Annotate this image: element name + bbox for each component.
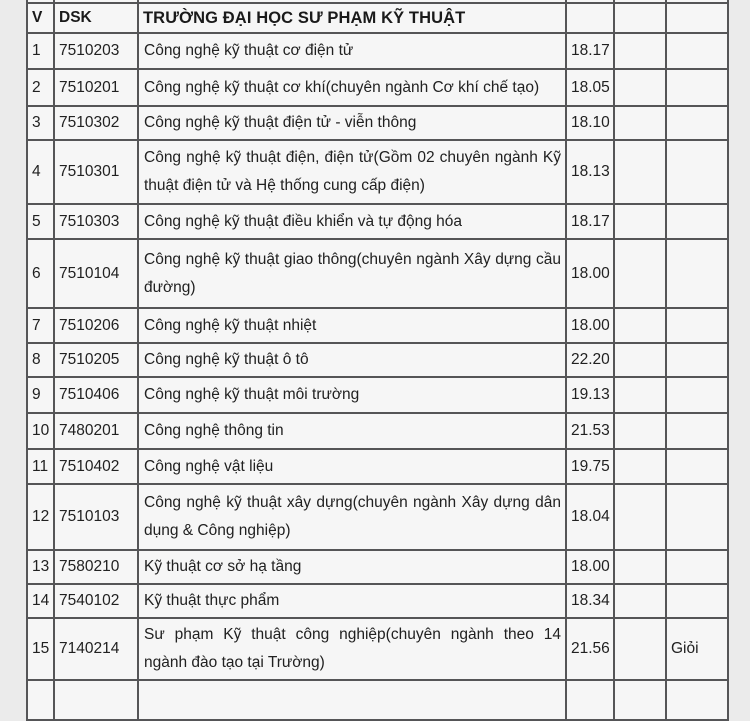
empty-cell — [614, 680, 666, 720]
score-cell: 18.00 — [566, 239, 614, 308]
major-code-cell: 7510302 — [54, 106, 138, 140]
empty-cell — [614, 308, 666, 343]
empty-cell — [138, 680, 566, 720]
empty-cell — [666, 584, 728, 618]
row-number-cell: 7 — [27, 308, 54, 343]
header-col5 — [614, 3, 666, 33]
empty-cell — [614, 33, 666, 69]
score-cell: 21.53 — [566, 413, 614, 449]
empty-cell — [614, 239, 666, 308]
empty-cell — [666, 377, 728, 413]
score-cell: 21.56 — [566, 618, 614, 680]
major-name-cell: Kỹ thuật thực phẩm — [138, 584, 566, 618]
major-code-cell: 7510206 — [54, 308, 138, 343]
empty-cell — [666, 140, 728, 204]
empty-cell — [54, 680, 138, 720]
empty-cell — [614, 140, 666, 204]
empty-cell — [666, 413, 728, 449]
table-row — [27, 33, 728, 69]
empty-cell — [666, 343, 728, 377]
major-code-cell: 7480201 — [54, 413, 138, 449]
empty-cell — [666, 550, 728, 584]
empty-cell — [666, 239, 728, 308]
major-code-cell: 7510406 — [54, 377, 138, 413]
empty-cell — [614, 106, 666, 140]
empty-cell — [614, 377, 666, 413]
empty-cell — [666, 680, 728, 720]
header-code: DSK — [54, 3, 138, 33]
empty-cell — [666, 204, 728, 239]
score-cell: 18.04 — [566, 484, 614, 550]
admission-score-table — [26, 0, 729, 721]
row-number-cell: 5 — [27, 204, 54, 239]
empty-cell — [614, 484, 666, 550]
row-number-cell: 9 — [27, 377, 54, 413]
table-row — [27, 140, 728, 204]
major-code-cell: 7140214 — [54, 618, 138, 680]
major-name-cell: Công nghệ kỹ thuật cơ khí(chuyên ngành Cơ khí chế tạo) — [138, 69, 566, 106]
table-row — [27, 413, 728, 449]
table-row — [27, 584, 728, 618]
major-code-cell: 7540102 — [54, 584, 138, 618]
header-col6 — [666, 3, 728, 33]
table-header-row — [27, 3, 728, 33]
table-row — [27, 106, 728, 140]
empty-cell — [566, 680, 614, 720]
row-number-cell: 11 — [27, 449, 54, 484]
row-number-cell: 1 — [27, 33, 54, 69]
empty-cell — [27, 680, 54, 720]
major-name-cell: Sư phạm Kỹ thuật công nghiệp(chuyên ngành theo 14 ngành đào tạo tại Trường) — [138, 618, 566, 680]
table-row — [27, 377, 728, 413]
row-number-cell: 2 — [27, 69, 54, 106]
major-code-cell: 7580210 — [54, 550, 138, 584]
table-row — [27, 618, 728, 680]
major-name-cell: Công nghệ kỹ thuật xây dựng(chuyên ngành Xây dựng dân dụng & Công nghiệp) — [138, 484, 566, 550]
table-row — [27, 343, 728, 377]
header-school-name: TRƯỜNG ĐẠI HỌC SƯ PHẠM KỸ THUẬT — [138, 3, 566, 33]
empty-cell — [614, 618, 666, 680]
empty-cell — [666, 484, 728, 550]
major-name-cell: Công nghệ kỹ thuật cơ điện tử — [138, 33, 566, 69]
empty-cell — [666, 69, 728, 106]
row-number-cell: 4 — [27, 140, 54, 204]
table-row — [27, 239, 728, 308]
table-row — [27, 449, 728, 484]
row-number-cell: 14 — [27, 584, 54, 618]
row-number-cell: 3 — [27, 106, 54, 140]
score-cell: 18.00 — [566, 308, 614, 343]
empty-cell — [614, 413, 666, 449]
major-code-cell: 7510103 — [54, 484, 138, 550]
empty-cell — [666, 308, 728, 343]
major-name-cell: Công nghệ kỹ thuật môi trường — [138, 377, 566, 413]
row-number-cell: 13 — [27, 550, 54, 584]
score-cell: 18.00 — [566, 550, 614, 584]
score-cell: 18.17 — [566, 204, 614, 239]
table-row — [27, 69, 728, 106]
major-code-cell: 7510201 — [54, 69, 138, 106]
table-row — [27, 550, 728, 584]
score-cell: 19.75 — [566, 449, 614, 484]
empty-cell — [614, 584, 666, 618]
major-name-cell: Công nghệ vật liệu — [138, 449, 566, 484]
major-code-cell: 7510205 — [54, 343, 138, 377]
major-name-cell: Công nghệ kỹ thuật giao thông(chuyên ngành Xây dựng cầu đường) — [138, 239, 566, 308]
row-number-cell: 6 — [27, 239, 54, 308]
empty-cell — [614, 449, 666, 484]
major-name-cell: Kỹ thuật cơ sở hạ tầng — [138, 550, 566, 584]
major-code-cell: 7510303 — [54, 204, 138, 239]
empty-cell — [614, 69, 666, 106]
row-number-cell: 8 — [27, 343, 54, 377]
major-name-cell: Công nghệ thông tin — [138, 413, 566, 449]
major-name-cell: Công nghệ kỹ thuật điện tử - viễn thông — [138, 106, 566, 140]
empty-cell — [666, 106, 728, 140]
row-number-cell: 10 — [27, 413, 54, 449]
score-cell: 18.13 — [566, 140, 614, 204]
major-code-cell: 7510104 — [54, 239, 138, 308]
score-cell: 22.20 — [566, 343, 614, 377]
table-row — [27, 204, 728, 239]
empty-cell — [666, 33, 728, 69]
row-number-cell: 12 — [27, 484, 54, 550]
score-cell: 18.17 — [566, 33, 614, 69]
major-code-cell: 7510402 — [54, 449, 138, 484]
table-row — [27, 308, 728, 343]
major-name-cell: Công nghệ kỹ thuật ô tô — [138, 343, 566, 377]
grade-cell: Giỏi — [666, 618, 728, 680]
empty-cell — [614, 204, 666, 239]
empty-cell — [614, 550, 666, 584]
row-number-cell: 15 — [27, 618, 54, 680]
table-row — [27, 484, 728, 550]
header-score — [566, 3, 614, 33]
table-row-partial-bottom — [27, 680, 728, 720]
major-name-cell: Công nghệ kỹ thuật điện, điện tử(Gồm 02 chuyên ngành Kỹ thuật điện tử và Hệ thống cung cấp điện) — [138, 140, 566, 204]
score-cell: 18.34 — [566, 584, 614, 618]
score-cell: 19.13 — [566, 377, 614, 413]
major-code-cell: 7510301 — [54, 140, 138, 204]
empty-cell — [666, 449, 728, 484]
major-name-cell: Công nghệ kỹ thuật điều khiển và tự động hóa — [138, 204, 566, 239]
header-no: V — [27, 3, 54, 33]
score-cell: 18.05 — [566, 69, 614, 106]
score-cell: 18.10 — [566, 106, 614, 140]
major-name-cell: Công nghệ kỹ thuật nhiệt — [138, 308, 566, 343]
major-code-cell: 7510203 — [54, 33, 138, 69]
empty-cell — [614, 343, 666, 377]
